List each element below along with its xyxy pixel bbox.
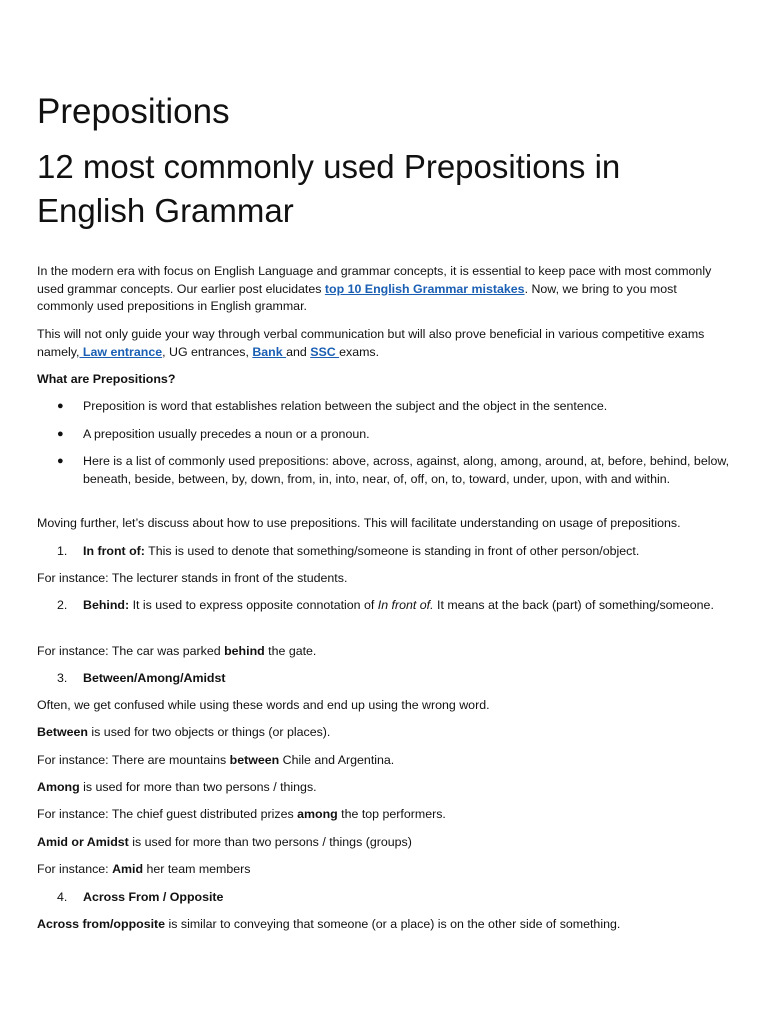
bullet-icon: ●	[57, 428, 64, 440]
bullet-text: Preposition is word that establishes relation between the subject and the object in the sentence.	[83, 399, 608, 413]
confused-paragraph: Often, we get confused while using these words and end up using the wrong word.	[37, 698, 490, 712]
example-start: For instance: The chief guest distributed prizes	[37, 807, 298, 821]
between-definition	[37, 724, 731, 742]
benefit-text-end: exams.	[339, 344, 380, 359]
page-title: Prepositions	[37, 92, 230, 131]
example-bold: among	[297, 807, 338, 821]
item-description-italic: In front of.	[377, 598, 434, 612]
amid-bold: Amid or Amidst	[37, 835, 129, 849]
benefit-paragraph	[37, 326, 731, 361]
item-number: 1.	[57, 544, 68, 558]
example-bold: behind	[224, 644, 265, 658]
item-number: 3.	[57, 671, 68, 685]
example-start: For instance: The car was parked	[37, 644, 225, 658]
example-bold: between	[229, 753, 280, 767]
item-label: In front of:	[83, 544, 145, 558]
example-start: For instance: There are mountains	[37, 753, 230, 767]
across-definition	[37, 916, 731, 934]
across-rest: is similar to conveying that someone (or a place) is on the other side of something.	[165, 917, 621, 931]
among-definition	[37, 779, 731, 797]
item-text	[83, 597, 731, 615]
example-end: her team members	[143, 862, 251, 876]
between-bold: Between	[37, 725, 88, 739]
intro-text-start: In the modern era with focus on English Language and grammar concepts, it is essential to keep pace with most commonly used grammar concepts. Our earlier post elucidates	[37, 264, 712, 296]
bullet-icon: ●	[57, 455, 64, 467]
bullet-text: Here is a list of commonly used prepositions: above, across, against, along, among, around, at, before, behind, below, beneath, beside, between, by, down, from, in, into, near, of, off, on, to, toward, under, upon, with and within.	[83, 454, 730, 486]
bank-link[interactable]: Bank	[252, 344, 287, 359]
benefit-text-mid1: , UG entrances,	[162, 344, 253, 359]
amid-example	[37, 861, 731, 879]
example-behind	[37, 643, 731, 661]
moving-further-paragraph: Moving further, let’s discuss about how to use prepositions. This will facilitate understanding on usage of prepositions.	[37, 516, 681, 530]
law-entrance-link[interactable]: Law entrance	[79, 344, 163, 359]
item-text	[83, 543, 731, 561]
between-example	[37, 752, 731, 770]
among-bold: Among	[37, 780, 80, 794]
example-bold: Amid	[112, 862, 144, 876]
item-description-start: It is used to express opposite connotation of	[129, 598, 378, 612]
across-bold: Across from/opposite	[37, 917, 166, 931]
item-label: Between/Among/Amidst	[83, 671, 226, 685]
benefit-text-mid2: and	[286, 344, 311, 359]
bullet-text: A preposition usually precedes a noun or a pronoun.	[83, 427, 370, 441]
amid-definition	[37, 834, 731, 852]
item-description-end: It means at the back (part) of something/someone.	[433, 598, 714, 612]
bullet-icon: ●	[57, 400, 64, 412]
example-end: the top performers.	[337, 807, 446, 821]
item-number: 2.	[57, 598, 68, 612]
example-end: Chile and Argentina.	[279, 753, 395, 767]
example-end: the gate.	[264, 644, 317, 658]
benefit-text-start: This will not only guide your way through verbal communication but will also prove beneficial in various competitive exams namely,	[37, 327, 705, 359]
item-number: 4.	[57, 890, 68, 904]
page-subtitle: 12 most commonly used Prepositions in English Grammar	[37, 148, 621, 229]
item-description: This is used to denote that something/someone is standing in front of other person/object.	[144, 544, 640, 558]
ssc-link[interactable]: SSC	[310, 344, 340, 359]
example-in-front-of: For instance: The lecturer stands in front of the students.	[37, 571, 348, 585]
item-label: Behind:	[83, 598, 130, 612]
example-start: For instance:	[37, 862, 113, 876]
amid-rest: is used for more than two persons / things (groups)	[128, 835, 412, 849]
item-label: Across From / Opposite	[83, 890, 224, 904]
grammar-mistakes-link[interactable]: top 10 English Grammar mistakes	[324, 281, 525, 296]
among-rest: is used for more than two persons / things.	[79, 780, 317, 794]
intro-paragraph	[37, 263, 731, 316]
what-are-heading: What are Prepositions?	[37, 372, 176, 386]
between-rest: is used for two objects or things (or places).	[87, 725, 331, 739]
intro-text-end: . Now, we bring to you most commonly used prepositions in English grammar.	[37, 281, 677, 313]
among-example	[37, 806, 731, 824]
